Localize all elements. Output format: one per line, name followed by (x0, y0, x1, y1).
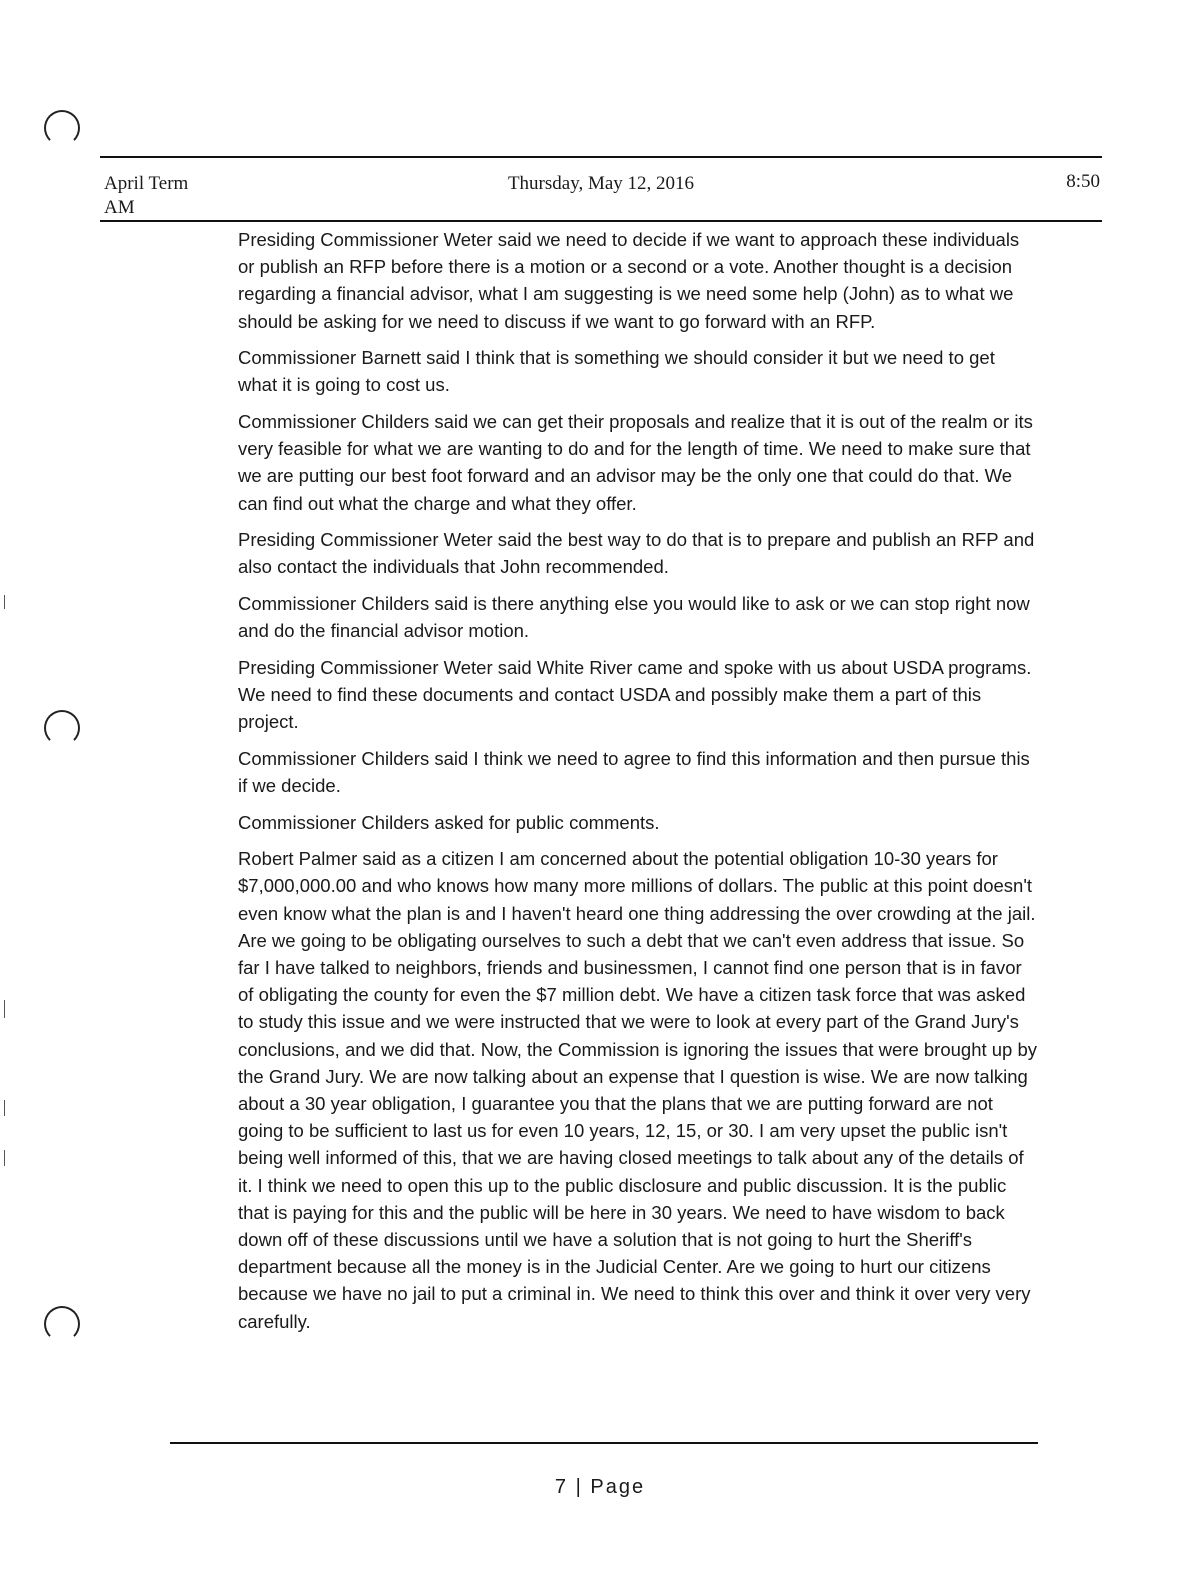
page-header (100, 156, 1102, 222)
minutes-paragraph: Commissioner Childers said we can get their proposals and realize that it is out of the realm or its very feasible for what we are wanting to do and for the length of time. We need to make sure that we are putting our best foot forward and an advisor may be the only one that could do that. We can find out what the charge and what they offer. (238, 411, 1033, 514)
scan-edge-mark (4, 595, 5, 609)
term-line-2: AM (104, 197, 135, 218)
footer-divider (170, 1442, 1038, 1444)
minutes-paragraph: Presiding Commissioner Weter said the best way to do that is to prepare and publish an RFP and also contact the individuals that John recommended. (238, 529, 1035, 578)
punch-hole-top (44, 110, 80, 146)
minutes-paragraph: Commissioner Childers said I think we need to agree to find this information and then pursue this if we decide. (238, 747, 1030, 796)
minutes-body (238, 226, 1038, 1344)
scan-edge-mark (4, 1150, 5, 1166)
meeting-time: 8:50 (1066, 171, 1100, 192)
minutes-paragraph: Presiding Commissioner Weter said we need to decide if we want to approach these individuals or publish an RFP before there is a motion or a second or a vote. Another thought is a decision regarding a financial advisor, what I am suggesting is we need some help (John) as to what we should be asking for we need to discuss if we want to go forward with an RFP. (238, 229, 1020, 332)
scan-edge-mark (4, 1000, 5, 1018)
punch-hole-bottom (44, 1306, 80, 1342)
scan-edge-mark (4, 1100, 5, 1116)
page-number: 7 | Page (554, 1476, 646, 1498)
minutes-paragraph: Commissioner Barnett said I think that is something we should consider it but we need to get what it is going to cost us. (238, 347, 995, 396)
term-line-1: April Term (104, 173, 189, 194)
minutes-paragraph: Commissioner Childers asked for public comments. (238, 811, 660, 833)
meeting-date: Thursday, May 12, 2016 (507, 173, 695, 194)
minutes-paragraph: Commissioner Childers said is there anything else you would like to ask or we can stop right now and do the financial advisor motion. (238, 593, 1030, 642)
punch-hole-middle (44, 710, 80, 746)
minutes-paragraph: Presiding Commissioner Weter said White River came and spoke with us about USDA programs. We need to find these documents and contact USDA and possibly make them a part of this project. (238, 656, 1032, 733)
minutes-paragraph: Robert Palmer said as a citizen I am concerned about the potential obligation 10-30 years for $7,000,000.00 and who knows how many more millions of dollars. The public at this point doesn't even know what the plan is and I haven't heard one thing addressing the over crowding at the jail. Are we going to be obligating ourselves to such a debt that we can't even address that issue. So far I have talked to neighbors, friends and businessmen, I cannot find one person that is in favor of obligating the county for even the $7 million debt. We have a citizen task force that was asked to study this issue and we were instructed that we were to look at every part of the Grand Jury's conclusions, and we did that. Now, the Commission is ignoring the issues that were brought up by the Grand Jury. We are now talking about an expense that I question is wise. We are now talking about a 30 year obligation, I guarantee you that the plans that we are putting forward are not going to be sufficient to last us for even 10 years, 12, 15, or 30. I am very upset the public isn't being well informed of this, that we are having closed meetings to talk about any of the details of it. I think we need to open this up to the public disclosure and public discussion. It is the public that is paying for this and the public will be here in 30 years. We need to have wisdom to back down off of these discussions until we have a solution that is not going to hurt the Sheriff's department because all the money is in the Judicial Center. Are we going to hurt our citizens because we have no jail to put a criminal in. We need to think this over and think it over very very carefully. (238, 848, 1038, 1332)
